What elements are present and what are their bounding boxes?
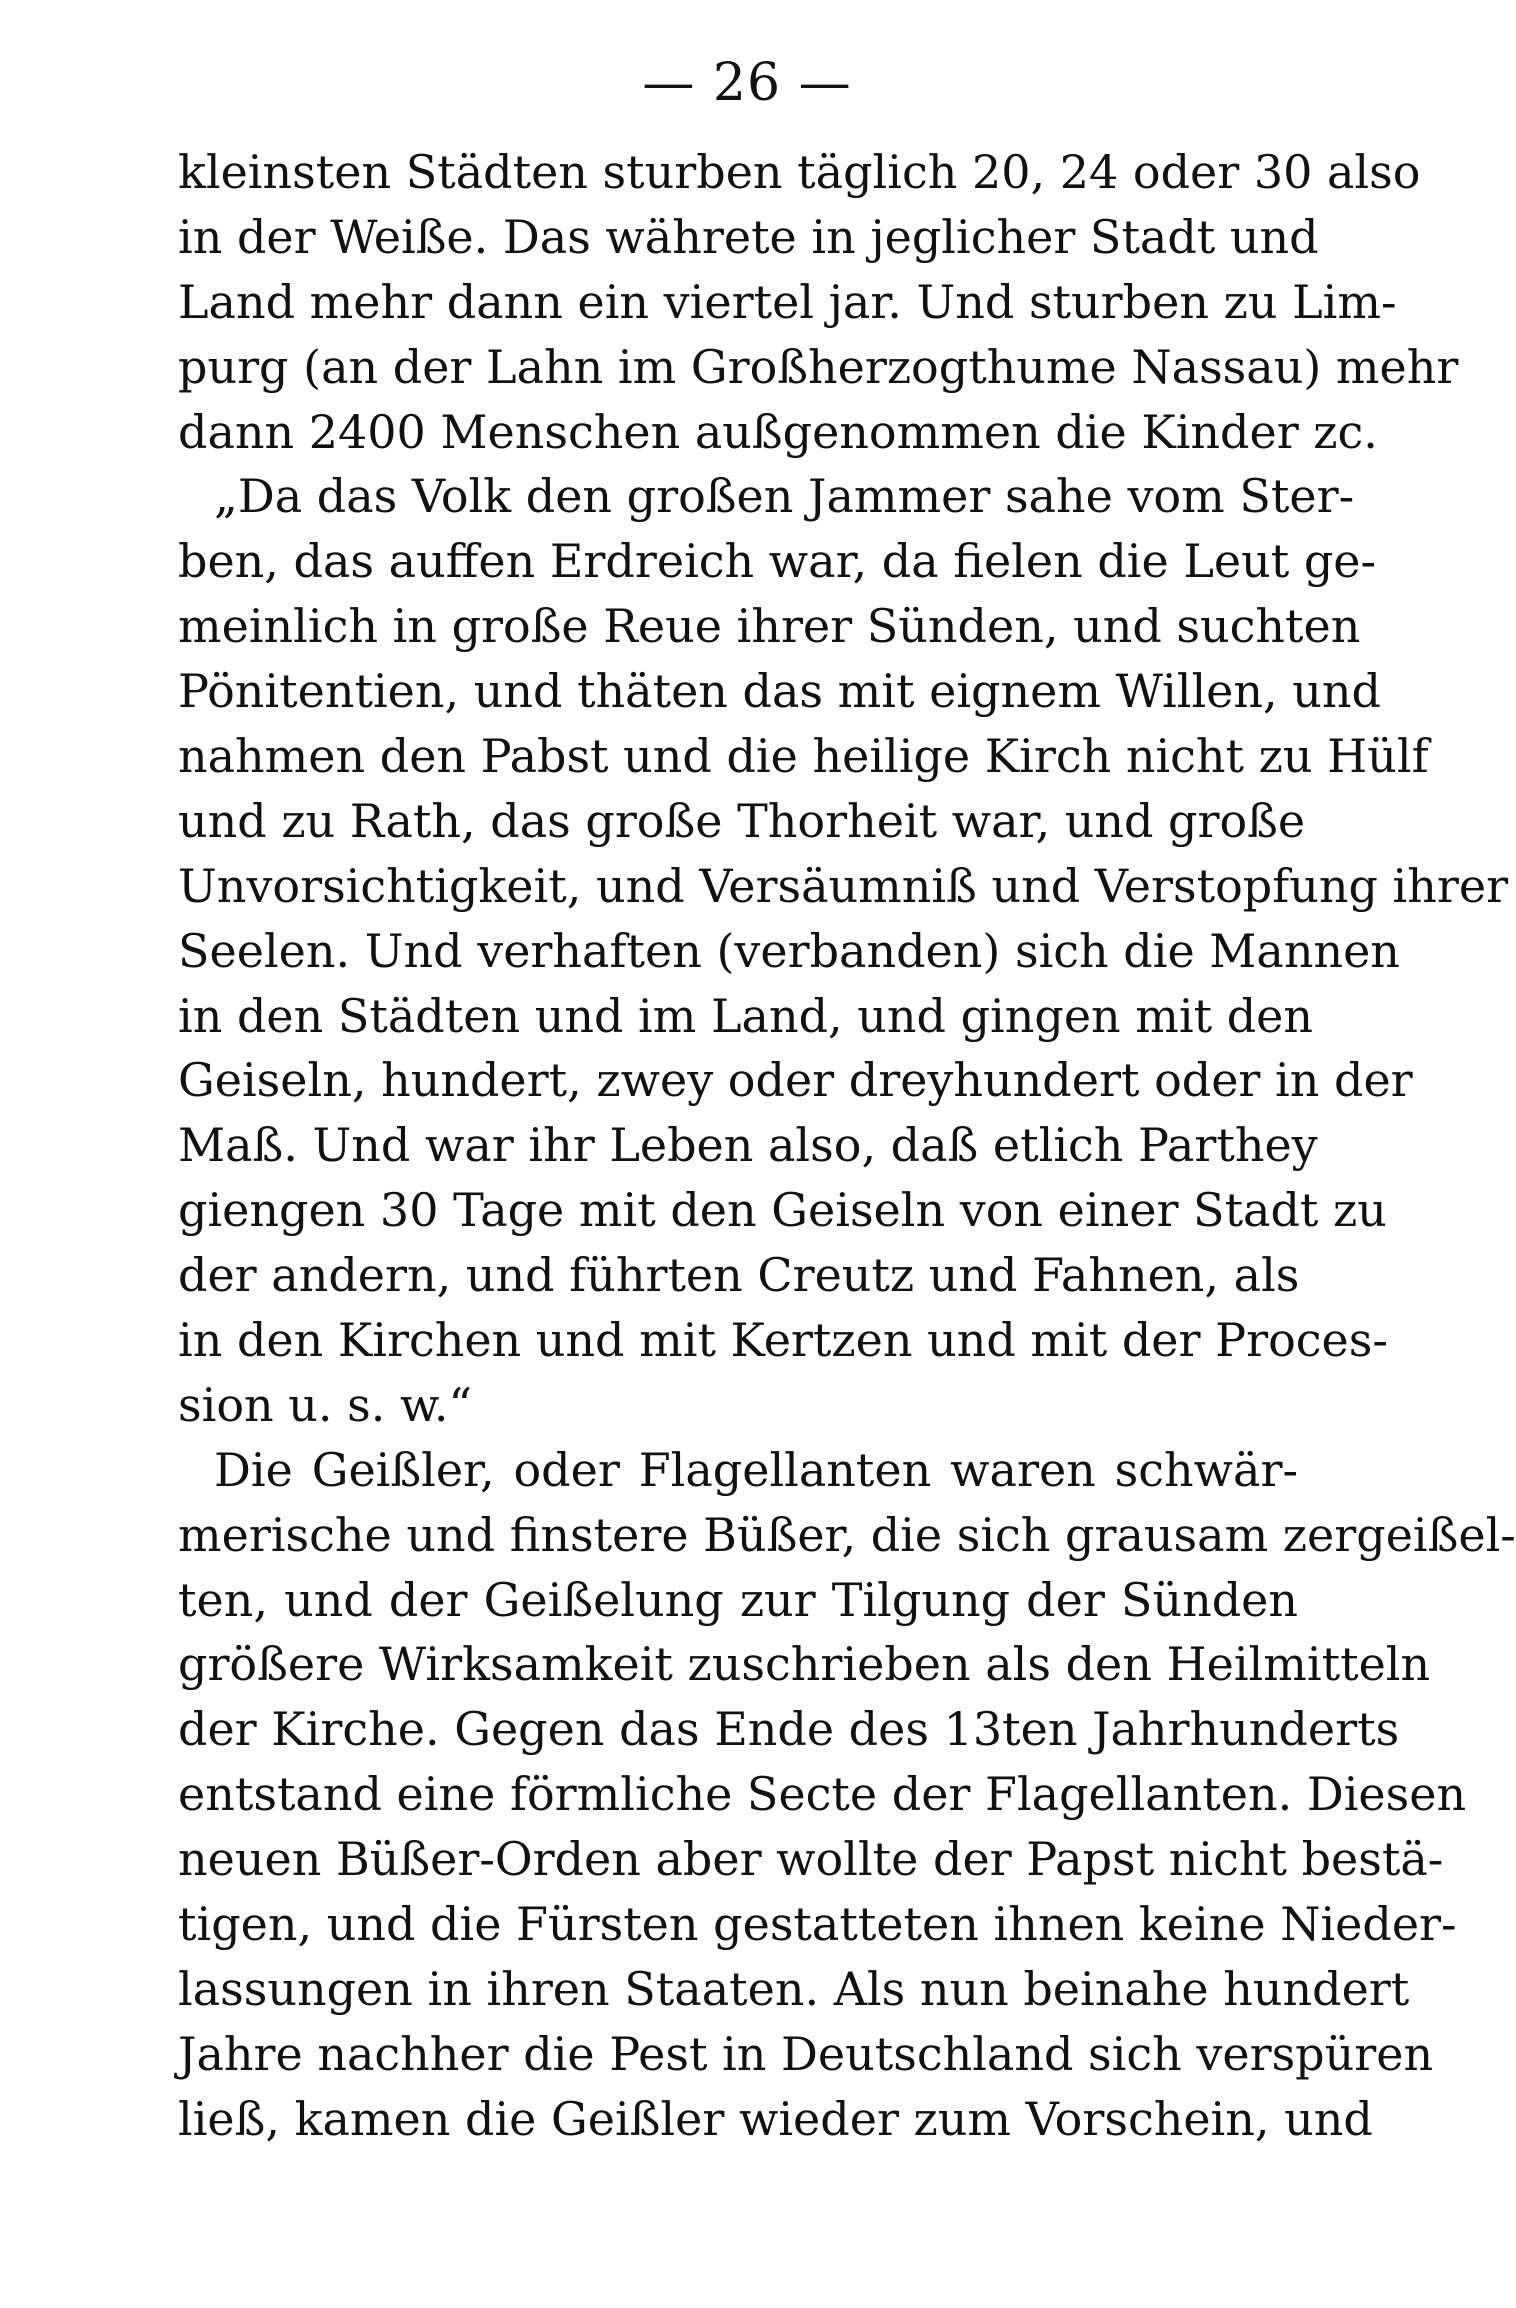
page-number: — 26 — (642, 53, 852, 113)
text-line: der andern, und führten Creutz und Fahnen, als (178, 1248, 1300, 1303)
text-line: größere Wirksamkeit zuschrieben als den Heilmitteln (178, 1637, 1431, 1692)
text-line: in den Städten und im Land, und gingen mit den (178, 988, 1314, 1043)
text-line: nahmen den Pabst und die heilige Kirch nicht zu Hülf (178, 729, 1429, 784)
text-line: der Kirche. Gegen das Ende des 13ten Jahrhunderts (178, 1702, 1400, 1757)
text-line: purg (an der Lahn im Großherzogthume Nassau) mehr (178, 339, 1459, 394)
text-line: ten, und der Geißelung zur Tilgung der Sünden (178, 1572, 1298, 1627)
text-line: Jahre nachher die Pest in Deutschland sich verspüren (178, 2026, 1434, 2081)
text-line: Land mehr dann ein viertel jar. Und sturben zu Lim- (178, 274, 1397, 329)
text-line: entstand eine förmliche Secte der Flagellanten. Diesen (178, 1767, 1467, 1822)
text-line: in der Weiße. Das währete in jeglicher Stadt und (178, 209, 1319, 264)
text-line: und zu Rath, das große Thorheit war, und große (178, 793, 1306, 848)
text-line: Pönitentien, und thäten das mit eignem Willen, und (178, 664, 1381, 719)
text-line: ben, das auffen Erdreich war, da fielen die Leut ge- (178, 534, 1377, 589)
text-line: ließ, kamen die Geißler wieder zum Vorschein, und (178, 2091, 1373, 2146)
text-line: lassungen in ihren Staaten. Als nun beinahe hundert (178, 1961, 1410, 2016)
text-line: sion u. s. w.“ (178, 1377, 473, 1432)
body-text (178, 140, 1516, 2152)
text-line: dann 2400 Menschen außgenommen die Kinder zc. (178, 404, 1378, 459)
text-line: kleinsten Städten sturben täglich 20, 24 oder 30 also (178, 145, 1421, 199)
text-line: tigen, und die Fürsten gestatteten ihnen keine Nieder- (178, 1897, 1457, 1952)
text-line: meinlich in große Reue ihrer Sünden, und suchten (178, 599, 1361, 654)
text-line: merische und finstere Büßer, die sich grausam zergeißel- (178, 1507, 1516, 1562)
text-line: in den Kirchen und mit Kertzen und mit der Proces- (178, 1313, 1388, 1368)
text-line: Geiseln, hundert, zwey oder dreyhundert oder in der (178, 1053, 1413, 1108)
text-line: Unvorsichtigkeit, und Versäumniß und Verstopfung ihrer (178, 858, 1509, 913)
text-line: „Da das Volk den großen Jammer sahe vom Ster- (214, 469, 1355, 524)
text-line: Seelen. Und verhaften (verbanden) sich die Mannen (178, 923, 1400, 978)
text-line: neuen Büßer-Orden aber wollte der Papst nicht bestä- (178, 1832, 1444, 1887)
text-line: giengen 30 Tage mit den Geiseln von einer Stadt zu (178, 1183, 1387, 1238)
text-line: Maß. Und war ihr Leben also, daß etlich Parthey (178, 1118, 1318, 1173)
text-line: Die Geißler, oder Flagellanten waren schwär- (214, 1442, 1298, 1497)
